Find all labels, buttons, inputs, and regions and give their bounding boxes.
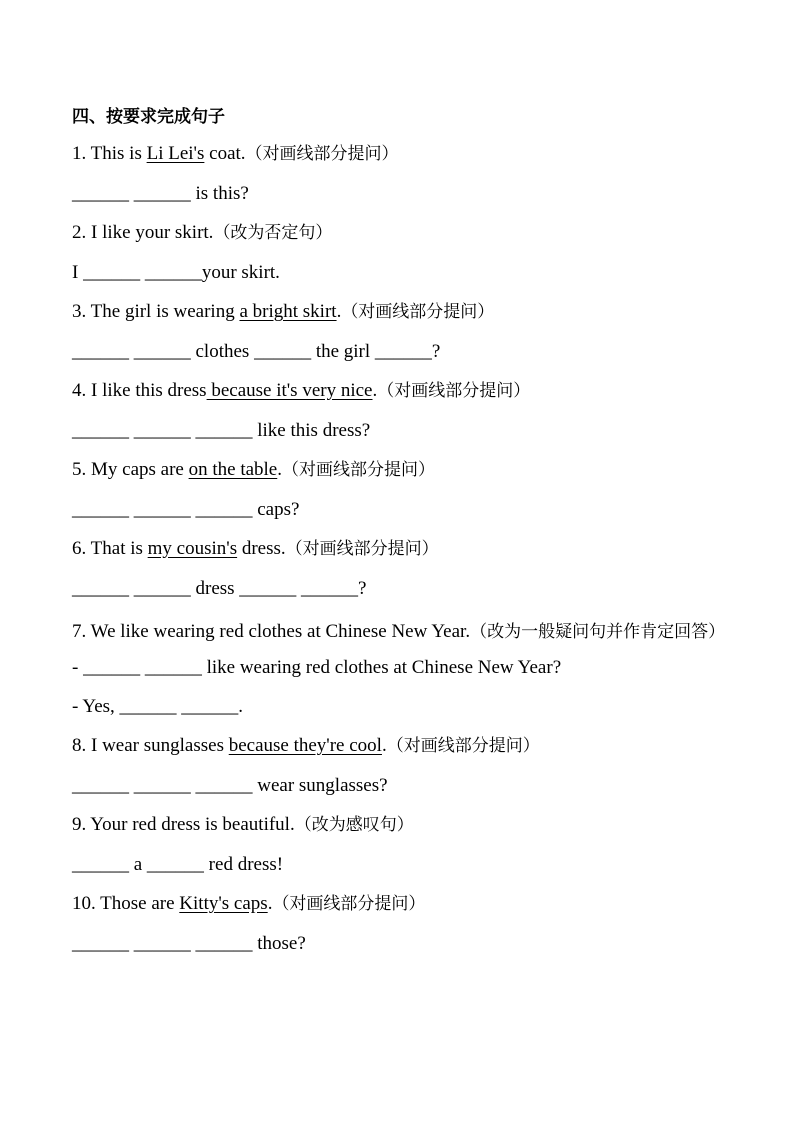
question-5: [72, 454, 732, 486]
question-text-rest: coat.: [204, 143, 246, 164]
answer-line-10: ______ ______ ______ those?: [72, 933, 306, 954]
instruction-hint: （改为否定句）: [213, 223, 333, 243]
instruction-hint: （对画线部分提问）: [285, 539, 439, 559]
question-text-rest: dress.: [237, 538, 286, 559]
question-7: [72, 612, 732, 652]
question-text-rest: .: [267, 893, 273, 914]
instruction-hint: （对画线部分提问）: [282, 460, 435, 480]
answer-line-8: ______ ______ ______ wear sunglasses?: [72, 775, 388, 796]
answer-line-1: ______ ______ is this?: [72, 183, 249, 204]
answer-line-2: I ______ ______your skirt.: [72, 262, 280, 283]
question-3: [72, 296, 732, 328]
question-2: [72, 217, 732, 249]
answer-line-6: ______ ______ dress ______ ______?: [72, 578, 367, 599]
instruction-hint: （对画线部分提问）: [341, 302, 495, 322]
answer-line-7a: - ______ ______ like wearing red clothes at Chinese New Year?: [72, 657, 562, 678]
instruction-hint: （对画线部分提问）: [377, 381, 531, 401]
question-10: [72, 888, 732, 920]
answer-line-5: ______ ______ ______ caps?: [72, 499, 300, 520]
question-6: [72, 533, 732, 565]
question-text: 3. The girl is wearing: [72, 301, 240, 322]
question-8: [72, 730, 732, 762]
answer-line-7b: - Yes, ______ ______.: [72, 696, 244, 717]
answer-line-3: ______ ______ clothes ______ the girl ______?: [72, 341, 441, 362]
question-4: [72, 375, 732, 407]
instruction-hint: （对画线部分提问）: [272, 894, 426, 914]
underlined-phrase: because they're cool: [228, 735, 382, 756]
worksheet: [72, 104, 732, 959]
instruction-hint: （对画线部分提问）: [245, 144, 399, 164]
question-text-rest: .: [381, 735, 387, 756]
question-text: 8. I wear sunglasses: [72, 735, 229, 756]
instruction-hint: （对画线部分提问）: [386, 736, 540, 756]
question-9: [72, 809, 732, 841]
question-text: 10. Those are: [72, 893, 180, 914]
answer-line-9: ______ a ______ red dress!: [72, 854, 284, 875]
section-heading: 四、按要求完成句子: [72, 107, 225, 127]
question-text: 9. Your red dress is beautiful.: [72, 814, 295, 835]
question-text: 1. This is: [72, 143, 147, 164]
question-text: 2. I like your skirt.: [72, 222, 214, 243]
underlined-phrase: my cousin's: [147, 538, 238, 559]
question-text: 7. We like wearing red clothes at Chinese New Year.: [72, 621, 471, 642]
underlined-phrase: on the table: [188, 459, 278, 480]
question-1: [72, 138, 732, 170]
question-text-rest: .: [277, 459, 282, 480]
underlined-phrase: Li Lei's: [146, 143, 205, 164]
answer-line-4: ______ ______ ______ like this dress?: [72, 420, 371, 441]
underlined-phrase: a bright skirt: [239, 301, 337, 322]
underlined-phrase: because it's very nice: [206, 380, 373, 401]
question-text-rest: .: [336, 301, 342, 322]
question-text: 5. My caps are: [72, 459, 189, 480]
instruction-hint: （改为感叹句）: [294, 815, 414, 835]
underlined-phrase: Kitty's caps: [179, 893, 268, 914]
question-text-rest: .: [372, 380, 378, 401]
question-text: 6. That is: [72, 538, 148, 559]
instruction-hint: （改为一般疑问句并作肯定回答）: [470, 622, 726, 642]
question-text: 4. I like this dress: [72, 380, 207, 401]
